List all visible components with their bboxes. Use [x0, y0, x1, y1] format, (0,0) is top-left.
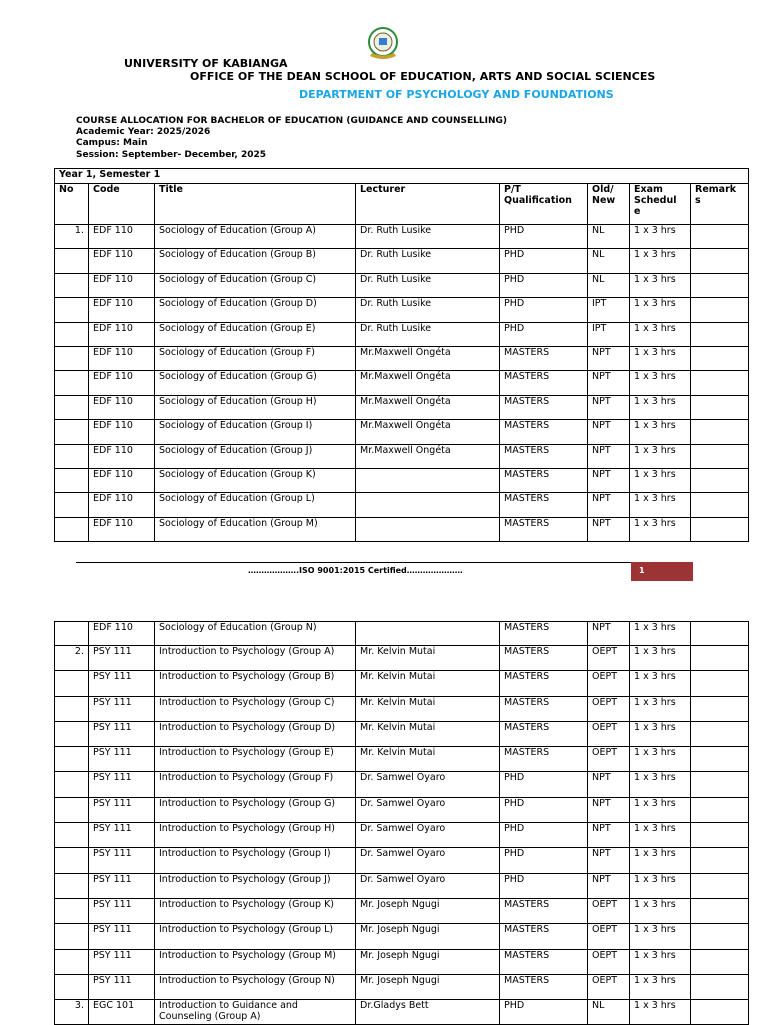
cell-no	[55, 371, 89, 395]
cell-no	[55, 848, 89, 873]
cell-old-new: OEPT	[588, 646, 630, 671]
table-row	[55, 371, 749, 395]
table-row	[55, 747, 749, 772]
cell-remarks	[691, 924, 749, 949]
table-row	[55, 949, 749, 974]
cell-title: Introduction to Psychology (Group C)	[155, 696, 356, 721]
cell-lecturer: Dr. Samwel Oyaro	[356, 848, 500, 873]
cell-no	[55, 322, 89, 346]
cell-lecturer: Dr. Samwel Oyaro	[356, 772, 500, 797]
allocation-table-page1	[54, 168, 749, 542]
cell-lecturer: Mr. Kelvin Mutai	[356, 671, 500, 696]
cell-qualification: MASTERS	[500, 622, 588, 646]
cell-old-new: NPT	[588, 517, 630, 541]
cell-lecturer: Mr.Maxwell Ongéta	[356, 371, 500, 395]
cell-exam: 1 x 3 hrs	[630, 322, 691, 346]
cell-qualification: PHD	[500, 797, 588, 822]
cell-no	[55, 873, 89, 898]
cell-lecturer: Mr. Joseph Ngugi	[356, 898, 500, 923]
cell-no	[55, 420, 89, 444]
cell-qualification: PHD	[500, 848, 588, 873]
cell-lecturer: Mr. Joseph Ngugi	[356, 974, 500, 999]
cell-code: EDF 110	[89, 395, 155, 419]
cell-lecturer	[356, 493, 500, 517]
cell-title: Sociology of Education (Group G)	[155, 371, 356, 395]
cell-no	[55, 823, 89, 848]
cell-title: Sociology of Education (Group E)	[155, 322, 356, 346]
cell-code: PSY 111	[89, 949, 155, 974]
table-row	[55, 1000, 749, 1025]
university-crest-icon	[364, 26, 402, 62]
cell-exam: 1 x 3 hrs	[630, 420, 691, 444]
course-title: COURSE ALLOCATION FOR BACHELOR OF EDUCATION (GUIDANCE AND COUNSELLING)	[76, 116, 508, 126]
cell-title: Introduction to Psychology (Group I)	[155, 848, 356, 873]
cell-exam: 1 x 3 hrs	[630, 468, 691, 492]
cell-old-new: NPT	[588, 848, 630, 873]
cell-remarks	[691, 873, 749, 898]
cell-no	[55, 747, 89, 772]
cell-remarks	[691, 721, 749, 746]
cell-qualification: PHD	[500, 772, 588, 797]
table-row	[55, 249, 749, 273]
cell-title: Sociology of Education (Group F)	[155, 346, 356, 370]
cell-no	[55, 696, 89, 721]
cell-no	[55, 517, 89, 541]
cell-exam: 1 x 3 hrs	[630, 949, 691, 974]
cell-qualification: MASTERS	[500, 444, 588, 468]
cell-old-new: NL	[588, 273, 630, 297]
cell-code: PSY 111	[89, 924, 155, 949]
cell-exam: 1 x 3 hrs	[630, 1000, 691, 1025]
cell-exam: 1 x 3 hrs	[630, 747, 691, 772]
cell-exam: 1 x 3 hrs	[630, 848, 691, 873]
cell-remarks	[691, 1000, 749, 1025]
cell-no	[55, 273, 89, 297]
cell-code: EDF 110	[89, 444, 155, 468]
cell-code: EDF 110	[89, 468, 155, 492]
cell-code: PSY 111	[89, 671, 155, 696]
cell-remarks	[691, 444, 749, 468]
cell-remarks	[691, 298, 749, 322]
cell-old-new: OEPT	[588, 747, 630, 772]
cell-remarks	[691, 225, 749, 249]
campus: Campus: Main	[76, 138, 148, 148]
cell-code: PSY 111	[89, 747, 155, 772]
cell-remarks	[691, 974, 749, 999]
cell-qualification: MASTERS	[500, 493, 588, 517]
cell-no	[55, 721, 89, 746]
cell-qualification: MASTERS	[500, 696, 588, 721]
cell-old-new: OEPT	[588, 974, 630, 999]
cell-lecturer: Mr. Kelvin Mutai	[356, 646, 500, 671]
cell-remarks	[691, 493, 749, 517]
cell-lecturer: Mr. Kelvin Mutai	[356, 696, 500, 721]
cell-code: EDF 110	[89, 517, 155, 541]
cell-code: EGC 101	[89, 1000, 155, 1025]
cell-old-new: OEPT	[588, 696, 630, 721]
cell-title: Introduction to Psychology (Group G)	[155, 797, 356, 822]
cell-no	[55, 249, 89, 273]
cell-exam: 1 x 3 hrs	[630, 924, 691, 949]
cell-qualification: PHD	[500, 249, 588, 273]
cell-qualification: MASTERS	[500, 346, 588, 370]
cell-code: PSY 111	[89, 797, 155, 822]
col-header-old-new: Old/ New	[588, 184, 630, 225]
cell-title: Introduction to Psychology (Group E)	[155, 747, 356, 772]
table-row	[55, 646, 749, 671]
cell-exam: 1 x 3 hrs	[630, 225, 691, 249]
department-title: DEPARTMENT OF PSYCHOLOGY AND FOUNDATIONS	[299, 88, 614, 101]
cell-qualification: PHD	[500, 273, 588, 297]
cell-remarks	[691, 273, 749, 297]
cell-old-new: NPT	[588, 420, 630, 444]
cell-code: PSY 111	[89, 898, 155, 923]
cell-code: PSY 111	[89, 823, 155, 848]
table-row	[55, 346, 749, 370]
col-header-no: No	[55, 184, 89, 225]
table-row	[55, 924, 749, 949]
cell-no	[55, 346, 89, 370]
cell-lecturer: Dr. Samwel Oyaro	[356, 797, 500, 822]
cell-no	[55, 622, 89, 646]
cell-lecturer: Mr.Maxwell Ongéta	[356, 444, 500, 468]
cell-qualification: PHD	[500, 225, 588, 249]
cell-lecturer: Mr. Kelvin Mutai	[356, 747, 500, 772]
table-row	[55, 444, 749, 468]
footer-rule	[76, 562, 632, 563]
cell-qualification: MASTERS	[500, 949, 588, 974]
cell-no	[55, 924, 89, 949]
iso-certification: ……………….ISO 9001:2015 Certified…………………	[248, 566, 463, 575]
cell-remarks	[691, 622, 749, 646]
cell-remarks	[691, 747, 749, 772]
cell-no	[55, 898, 89, 923]
cell-old-new: NL	[588, 1000, 630, 1025]
table-row	[55, 848, 749, 873]
cell-code: PSY 111	[89, 974, 155, 999]
cell-exam: 1 x 3 hrs	[630, 298, 691, 322]
cell-old-new: OEPT	[588, 721, 630, 746]
cell-exam: 1 x 3 hrs	[630, 273, 691, 297]
cell-exam: 1 x 3 hrs	[630, 395, 691, 419]
cell-code: PSY 111	[89, 873, 155, 898]
cell-exam: 1 x 3 hrs	[630, 622, 691, 646]
cell-qualification: MASTERS	[500, 974, 588, 999]
cell-qualification: PHD	[500, 298, 588, 322]
cell-exam: 1 x 3 hrs	[630, 772, 691, 797]
cell-title: Introduction to Psychology (Group H)	[155, 823, 356, 848]
cell-lecturer: Dr. Samwel Oyaro	[356, 873, 500, 898]
cell-old-new: NPT	[588, 873, 630, 898]
cell-code: PSY 111	[89, 848, 155, 873]
cell-qualification: MASTERS	[500, 395, 588, 419]
cell-title: Sociology of Education (Group D)	[155, 298, 356, 322]
cell-remarks	[691, 322, 749, 346]
cell-title: Introduction to Psychology (Group A)	[155, 646, 356, 671]
cell-title: Sociology of Education (Group C)	[155, 273, 356, 297]
table-row	[55, 517, 749, 541]
cell-exam: 1 x 3 hrs	[630, 646, 691, 671]
cell-qualification: PHD	[500, 322, 588, 346]
cell-old-new: NPT	[588, 823, 630, 848]
cell-no: 2.	[55, 646, 89, 671]
col-header-code: Code	[89, 184, 155, 225]
col-header-title: Title	[155, 184, 356, 225]
table-row	[55, 298, 749, 322]
cell-exam: 1 x 3 hrs	[630, 823, 691, 848]
cell-exam: 1 x 3 hrs	[630, 671, 691, 696]
cell-remarks	[691, 371, 749, 395]
table-row	[55, 225, 749, 249]
cell-lecturer: Mr.Maxwell Ongéta	[356, 346, 500, 370]
cell-qualification: MASTERS	[500, 517, 588, 541]
table-row	[55, 493, 749, 517]
cell-qualification: MASTERS	[500, 924, 588, 949]
cell-exam: 1 x 3 hrs	[630, 974, 691, 999]
section-header: Year 1, Semester 1	[55, 169, 749, 184]
cell-code: EDF 110	[89, 493, 155, 517]
cell-remarks	[691, 823, 749, 848]
cell-qualification: PHD	[500, 873, 588, 898]
cell-old-new: IPT	[588, 298, 630, 322]
cell-lecturer: Dr. Ruth Lusike	[356, 298, 500, 322]
cell-no	[55, 444, 89, 468]
cell-no	[55, 797, 89, 822]
table-row	[55, 823, 749, 848]
cell-exam: 1 x 3 hrs	[630, 517, 691, 541]
cell-qualification: PHD	[500, 1000, 588, 1025]
cell-old-new: NL	[588, 225, 630, 249]
cell-title: Sociology of Education (Group M)	[155, 517, 356, 541]
cell-no: 1.	[55, 225, 89, 249]
cell-old-new: NPT	[588, 468, 630, 492]
cell-remarks	[691, 646, 749, 671]
col-header-exam: Exam Schedul e	[630, 184, 691, 225]
cell-qualification: MASTERS	[500, 721, 588, 746]
cell-code: EDF 110	[89, 622, 155, 646]
cell-code: EDF 110	[89, 273, 155, 297]
cell-old-new: NL	[588, 249, 630, 273]
cell-old-new: OEPT	[588, 898, 630, 923]
cell-qualification: MASTERS	[500, 747, 588, 772]
cell-remarks	[691, 468, 749, 492]
cell-exam: 1 x 3 hrs	[630, 444, 691, 468]
cell-code: EDF 110	[89, 420, 155, 444]
cell-no	[55, 493, 89, 517]
table-row	[55, 468, 749, 492]
col-header-qualification: P/T Qualification	[500, 184, 588, 225]
cell-no	[55, 395, 89, 419]
col-header-lecturer: Lecturer	[356, 184, 500, 225]
cell-title: Sociology of Education (Group N)	[155, 622, 356, 646]
cell-no	[55, 468, 89, 492]
cell-lecturer: Dr.Gladys Bett	[356, 1000, 500, 1025]
cell-remarks	[691, 797, 749, 822]
cell-code: PSY 111	[89, 772, 155, 797]
academic-year: Academic Year: 2025/2026	[76, 127, 211, 137]
cell-lecturer: Mr.Maxwell Ongéta	[356, 420, 500, 444]
cell-title: Sociology of Education (Group J)	[155, 444, 356, 468]
page-number: 1	[631, 562, 693, 581]
cell-old-new: NPT	[588, 395, 630, 419]
cell-qualification: MASTERS	[500, 671, 588, 696]
cell-code: PSY 111	[89, 721, 155, 746]
table-row	[55, 797, 749, 822]
cell-qualification: MASTERS	[500, 371, 588, 395]
cell-title: Introduction to Guidance and Counseling (Group A)	[155, 1000, 356, 1025]
cell-old-new: NPT	[588, 444, 630, 468]
cell-lecturer: Dr. Ruth Lusike	[356, 249, 500, 273]
cell-no	[55, 974, 89, 999]
cell-remarks	[691, 346, 749, 370]
table-row	[55, 974, 749, 999]
cell-title: Sociology of Education (Group B)	[155, 249, 356, 273]
cell-code: EDF 110	[89, 298, 155, 322]
cell-title: Introduction to Psychology (Group D)	[155, 721, 356, 746]
cell-old-new: NPT	[588, 371, 630, 395]
cell-title: Sociology of Education (Group A)	[155, 225, 356, 249]
cell-qualification: MASTERS	[500, 420, 588, 444]
cell-code: PSY 111	[89, 646, 155, 671]
cell-no: 3.	[55, 1000, 89, 1025]
university-name: UNIVERSITY OF KABIANGA	[124, 57, 288, 70]
cell-title: Sociology of Education (Group I)	[155, 420, 356, 444]
cell-remarks	[691, 249, 749, 273]
cell-old-new: NPT	[588, 622, 630, 646]
cell-lecturer: Mr.Maxwell Ongéta	[356, 395, 500, 419]
cell-title: Introduction to Psychology (Group M)	[155, 949, 356, 974]
cell-code: PSY 111	[89, 696, 155, 721]
cell-exam: 1 x 3 hrs	[630, 898, 691, 923]
session: Session: September- December, 2025	[76, 150, 267, 160]
cell-title: Introduction to Psychology (Group F)	[155, 772, 356, 797]
cell-lecturer	[356, 622, 500, 646]
cell-title: Sociology of Education (Group K)	[155, 468, 356, 492]
cell-no	[55, 772, 89, 797]
cell-exam: 1 x 3 hrs	[630, 249, 691, 273]
cell-no	[55, 298, 89, 322]
cell-exam: 1 x 3 hrs	[630, 797, 691, 822]
cell-title: Introduction to Psychology (Group N)	[155, 974, 356, 999]
office-title: OFFICE OF THE DEAN SCHOOL OF EDUCATION, ARTS AND SOCIAL SCIENCES	[190, 70, 656, 83]
cell-qualification: PHD	[500, 823, 588, 848]
cell-exam: 1 x 3 hrs	[630, 873, 691, 898]
cell-remarks	[691, 395, 749, 419]
cell-remarks	[691, 772, 749, 797]
cell-qualification: MASTERS	[500, 898, 588, 923]
cell-exam: 1 x 3 hrs	[630, 371, 691, 395]
cell-title: Sociology of Education (Group L)	[155, 493, 356, 517]
cell-title: Introduction to Psychology (Group J)	[155, 873, 356, 898]
cell-remarks	[691, 420, 749, 444]
cell-code: EDF 110	[89, 249, 155, 273]
cell-old-new: NPT	[588, 772, 630, 797]
cell-exam: 1 x 3 hrs	[630, 721, 691, 746]
cell-title: Sociology of Education (Group H)	[155, 395, 356, 419]
table-row	[55, 622, 749, 646]
cell-remarks	[691, 848, 749, 873]
cell-lecturer: Mr. Joseph Ngugi	[356, 924, 500, 949]
cell-lecturer	[356, 468, 500, 492]
cell-remarks	[691, 898, 749, 923]
cell-lecturer: Dr. Ruth Lusike	[356, 273, 500, 297]
cell-lecturer: Dr. Ruth Lusike	[356, 322, 500, 346]
table-row	[55, 898, 749, 923]
cell-remarks	[691, 696, 749, 721]
cell-title: Introduction to Psychology (Group K)	[155, 898, 356, 923]
table-row	[55, 772, 749, 797]
cell-remarks	[691, 517, 749, 541]
table-row	[55, 273, 749, 297]
cell-code: EDF 110	[89, 346, 155, 370]
cell-qualification: MASTERS	[500, 468, 588, 492]
cell-title: Introduction to Psychology (Group L)	[155, 924, 356, 949]
cell-code: EDF 110	[89, 322, 155, 346]
table-row	[55, 873, 749, 898]
cell-qualification: MASTERS	[500, 646, 588, 671]
table-row	[55, 420, 749, 444]
column-header-row	[55, 184, 749, 225]
allocation-table-page2	[54, 621, 749, 1025]
table-row	[55, 322, 749, 346]
cell-old-new: NPT	[588, 493, 630, 517]
cell-old-new: IPT	[588, 322, 630, 346]
cell-lecturer: Mr. Kelvin Mutai	[356, 721, 500, 746]
table-row	[55, 696, 749, 721]
table-row	[55, 395, 749, 419]
cell-lecturer	[356, 517, 500, 541]
cell-old-new: NPT	[588, 346, 630, 370]
col-header-remarks: Remark s	[691, 184, 749, 225]
cell-code: EDF 110	[89, 225, 155, 249]
cell-no	[55, 949, 89, 974]
cell-old-new: OEPT	[588, 949, 630, 974]
cell-lecturer: Dr. Samwel Oyaro	[356, 823, 500, 848]
cell-exam: 1 x 3 hrs	[630, 696, 691, 721]
cell-remarks	[691, 949, 749, 974]
cell-no	[55, 671, 89, 696]
table-row	[55, 671, 749, 696]
cell-lecturer: Dr. Ruth Lusike	[356, 225, 500, 249]
cell-title: Introduction to Psychology (Group B)	[155, 671, 356, 696]
cell-lecturer: Mr. Joseph Ngugi	[356, 949, 500, 974]
cell-remarks	[691, 671, 749, 696]
cell-old-new: NPT	[588, 797, 630, 822]
cell-old-new: OEPT	[588, 671, 630, 696]
table-row	[55, 721, 749, 746]
cell-code: EDF 110	[89, 371, 155, 395]
cell-exam: 1 x 3 hrs	[630, 346, 691, 370]
cell-exam: 1 x 3 hrs	[630, 493, 691, 517]
cell-old-new: OEPT	[588, 924, 630, 949]
